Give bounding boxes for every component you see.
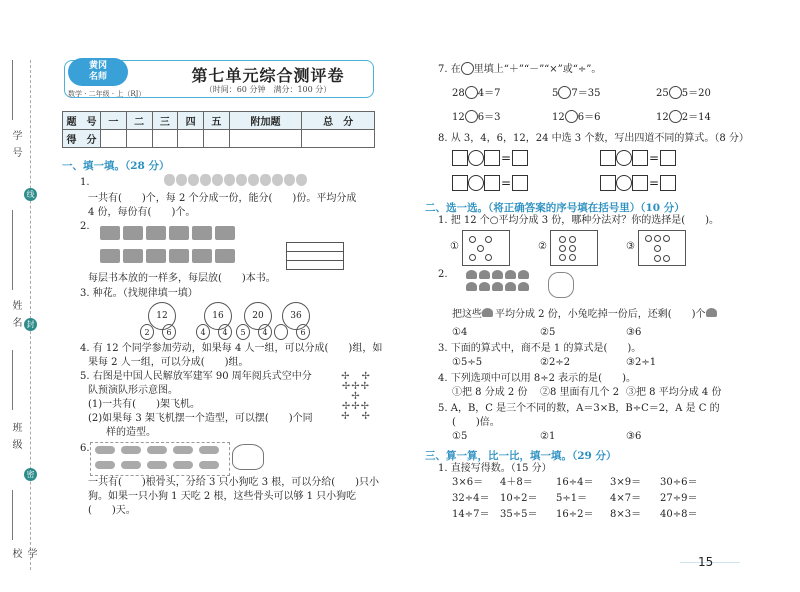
score-cell[interactable] xyxy=(152,130,178,148)
mushrooms-image xyxy=(466,270,546,294)
calc-item[interactable]: 3×9＝ xyxy=(610,477,642,488)
brand-logo xyxy=(68,58,128,86)
seal-line: 线 xyxy=(24,188,37,201)
q7-text xyxy=(438,62,601,77)
cut-line xyxy=(30,60,31,570)
q6-text: 一共有( )根骨头，分给 3 只小狗吃 3 根，可以分给( )只小 xyxy=(88,477,380,488)
q4-text: 4. 有 12 个同学参加劳动，如果每 4 人一组，可以分成( )组，如 xyxy=(80,343,383,354)
student-number-label: 学 号 xyxy=(10,130,21,160)
calc-item[interactable]: 4×7＝ xyxy=(610,493,642,504)
section-2-title: 二、选一选。（将正确答案的序号填在括号里）（10 分） xyxy=(425,202,685,214)
fill-line xyxy=(12,350,13,410)
q8-text: 8. 从 3，4，6，12，24 中选 3 个数，写出四道不同的算式。（8 分） xyxy=(438,133,749,144)
q6-number: 6. xyxy=(80,443,90,454)
operator-blank[interactable] xyxy=(669,86,682,99)
s2-q2-text: 把这些 平均分成 2 份，小兔吃掉一份后，还剩( )个 xyxy=(452,308,719,322)
option[interactable]: ②5 xyxy=(540,327,556,338)
operator-blank[interactable] xyxy=(465,86,478,99)
s2-q5-text: 5. A，B，C 是三个不同的数，A＝3×B，B÷C＝2，A 是 C 的 xyxy=(438,403,720,414)
grade-label: 数学 · 二年级 · 上（RJ） xyxy=(68,90,146,98)
q7-item: 25 5＝20 xyxy=(656,88,711,99)
option[interactable]: ③2÷1 xyxy=(626,357,657,368)
option[interactable]: ①5÷5 xyxy=(452,357,483,368)
fill-line xyxy=(12,210,13,290)
s2-q3-text: 3. 下面的算式中，商不是 1 的算式是( )。 xyxy=(438,343,642,354)
strawberries-image xyxy=(164,174,308,189)
operator-blank[interactable] xyxy=(565,110,578,123)
mushroom-icon xyxy=(706,308,717,317)
q8-equation[interactable]: = xyxy=(452,150,528,166)
exam-info: （时间：60 分钟 满分：100 分） xyxy=(204,85,332,94)
q8-equation[interactable]: = xyxy=(600,175,676,191)
rabbit-image xyxy=(548,272,574,298)
section-3-title: 三、算一算，比一比，填一填。（29 分） xyxy=(425,450,617,462)
option[interactable]: ②1 xyxy=(540,431,556,442)
calc-item[interactable]: 40÷8＝ xyxy=(660,509,698,520)
q4-text: 果每 2 人一组，可以分成( )组。 xyxy=(88,357,249,368)
flower-leaf: 4 xyxy=(218,324,232,340)
score-table xyxy=(62,111,375,148)
option-label: ③ xyxy=(626,241,635,252)
calc-item[interactable]: 8×3＝ xyxy=(610,509,642,520)
flower-leaf: 4 xyxy=(196,324,210,340)
flower-leaf: 2 xyxy=(140,324,154,340)
q7-text-tail: 里填上“＋”“－”“×”或“÷”。 xyxy=(473,64,602,75)
score-row-label: 得 分 xyxy=(63,130,101,148)
seal-seal: 封 xyxy=(24,318,37,331)
score-cell[interactable] xyxy=(302,130,375,148)
option-label: ① xyxy=(450,241,459,252)
option-3-figure[interactable] xyxy=(638,230,686,266)
q8-equation[interactable]: = xyxy=(600,150,676,166)
q6-text: 狗。如果一只小狗 1 天吃 2 根，这些骨头可以够 1 只小狗吃 xyxy=(88,491,357,502)
q1-text: 4 份，每份有( )个。 xyxy=(88,207,196,218)
score-cell[interactable] xyxy=(229,130,302,148)
flower-top: 12 xyxy=(148,302,176,330)
q1-number: 1. xyxy=(80,177,90,188)
score-header: 五 xyxy=(204,112,230,130)
option[interactable]: ③6 xyxy=(626,327,642,338)
circle-blank xyxy=(461,62,474,75)
page-title: 第七单元综合测评卷 xyxy=(191,66,345,85)
option[interactable]: ②2÷2 xyxy=(540,357,571,368)
dog-image xyxy=(232,444,264,470)
calc-item[interactable]: 14÷7＝ xyxy=(452,509,490,520)
logo-text: 黄冈 xyxy=(88,61,107,71)
score-cell[interactable] xyxy=(204,130,230,148)
score-cell[interactable] xyxy=(126,130,152,148)
binding-strip xyxy=(8,60,44,570)
q7-item: 12 2＝14 xyxy=(656,112,711,123)
calc-item[interactable]: 10÷2＝ xyxy=(500,493,538,504)
q5-text: 5. 右图是中国人民解放军建军 90 周年阅兵式空中分 xyxy=(80,371,312,382)
q5-sub: 样的造型。 xyxy=(106,427,156,438)
s2-q1-text: 1. 把 12 个○平均分成 3 份，哪种分法对？你的选择是( )。 xyxy=(438,215,720,226)
s3-q1-text: 1. 直接写得数。（15 分） xyxy=(438,463,552,474)
score-cell[interactable] xyxy=(178,130,204,148)
calc-item[interactable]: 27÷9＝ xyxy=(660,493,698,504)
q5-sub: (1)一共有( )架飞机。 xyxy=(88,399,200,410)
score-header: 四 xyxy=(178,112,204,130)
q7-item: 28 4＝7 xyxy=(452,88,501,99)
s2-q4-text: 4. 下列选项中可以用 8÷2 表示的是( )。 xyxy=(438,373,636,384)
flower-leaf-blank[interactable] xyxy=(274,324,288,340)
option-2-figure[interactable] xyxy=(550,230,598,266)
q3-text: 3. 种花。（找规律填一填） xyxy=(80,288,198,299)
option[interactable]: ③6 xyxy=(626,431,642,442)
calc-item[interactable]: 16÷2＝ xyxy=(556,509,594,520)
name-label: 姓 名 xyxy=(10,300,21,330)
score-header: 一 xyxy=(101,112,127,130)
option-label: ② xyxy=(538,241,547,252)
calc-item[interactable]: 30÷6＝ xyxy=(660,477,698,488)
score-cell[interactable] xyxy=(101,130,127,148)
q8-equation[interactable]: = xyxy=(452,175,528,191)
option-1-figure[interactable] xyxy=(462,230,510,266)
logo-text: 名师 xyxy=(88,72,107,82)
calc-item[interactable]: 4＋8＝ xyxy=(500,477,533,488)
calc-item[interactable]: 16÷4＝ xyxy=(556,477,594,488)
q5-text: 队预演队形示意图。 xyxy=(88,385,178,396)
seal-secret: 密 xyxy=(24,468,37,481)
flower-top: 36 xyxy=(282,302,310,330)
score-header: 二 xyxy=(126,112,152,130)
school-label: 学 校 xyxy=(10,548,36,560)
bookshelf-image xyxy=(286,242,344,270)
s2-q5-text: ( )倍。 xyxy=(452,417,500,428)
flower-top: 16 xyxy=(204,302,232,330)
books-image xyxy=(100,226,250,266)
section-1-title: 一、填一填。（28 分） xyxy=(62,160,170,172)
s2-q2-number: 2. xyxy=(438,269,448,280)
page-number: 15 xyxy=(698,555,714,569)
q7-text-lead: 7. 在 xyxy=(438,64,461,75)
option[interactable]: ②8 里面有几个 2 xyxy=(540,387,620,398)
flower-top: 20 xyxy=(244,302,272,330)
score-header: 三 xyxy=(152,112,178,130)
fill-line xyxy=(12,60,13,120)
q5-sub: (2)如果每 3 架飞机摆一个造型，可以摆( )个同 xyxy=(88,413,313,424)
score-header: 题 号 xyxy=(63,112,101,130)
option[interactable]: ①4 xyxy=(452,327,468,338)
q2-number: 2. xyxy=(80,221,90,232)
calc-item[interactable]: 32÷4＝ xyxy=(452,493,490,504)
airplanes-image: ✢ ✢ ✢✢✢ ✢ ✢✢✢ ✢ ✢ xyxy=(341,371,371,422)
option[interactable]: ①把 8 分成 2 份 xyxy=(452,387,528,398)
q7-item: 5 7＝35 xyxy=(552,88,601,99)
calc-item[interactable]: 5÷1＝ xyxy=(556,493,588,504)
operator-blank[interactable] xyxy=(669,110,682,123)
score-header: 总 分 xyxy=(302,112,375,130)
score-header: 附加题 xyxy=(229,112,302,130)
operator-blank[interactable] xyxy=(465,110,478,123)
calc-item[interactable]: 35÷5＝ xyxy=(500,509,538,520)
class-label: 班 级 xyxy=(10,422,21,452)
option[interactable]: ①5 xyxy=(452,431,468,442)
fill-line xyxy=(12,490,13,540)
q6-text: ( )天。 xyxy=(88,505,136,516)
bones-image xyxy=(90,442,230,476)
q7-item: 12 6＝6 xyxy=(552,112,601,123)
option[interactable]: ③把 8 平均分成 4 份 xyxy=(626,387,722,398)
q2-text: 每层书本放的一样多，每层放( )本书。 xyxy=(88,273,276,284)
operator-blank[interactable] xyxy=(558,86,571,99)
q7-item: 12 6＝3 xyxy=(452,112,501,123)
flower-leaf: 4 xyxy=(258,324,272,340)
mushroom-icon xyxy=(482,308,493,317)
flower-leaf: 5 xyxy=(236,324,250,340)
flower-leaf: 6 xyxy=(162,324,176,340)
q1-text: 一共有( )个，每 2 个分成一份，能分( )份。平均分成 xyxy=(88,193,357,204)
calc-item[interactable]: 3×6＝ xyxy=(452,477,484,488)
flower-leaf: 6 xyxy=(296,324,310,340)
